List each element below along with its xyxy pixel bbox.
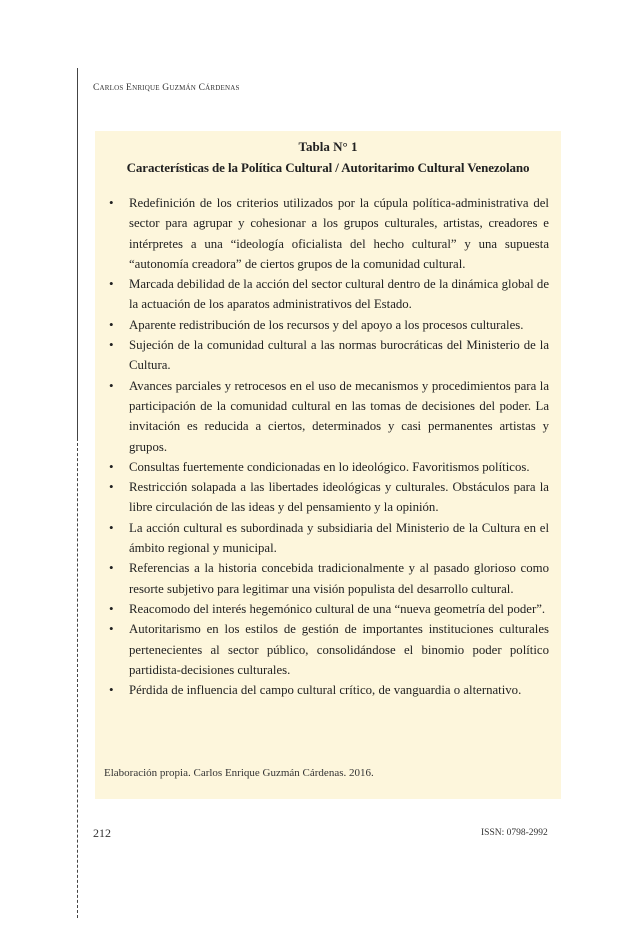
list-item-text: Redefinición de los criterios utilizados por la cúpula política-administrativa del sector para agrupar y cohesionar a los grupos culturales, artistas, creadores e intérpretes a una “ideología oficialista del hecho cultural” y una supuesta “autonomía creadora” de ciertos grupos de la comunidad cultural. xyxy=(129,196,549,271)
list-item xyxy=(103,680,549,700)
characteristics-list xyxy=(95,193,549,700)
list-item xyxy=(103,376,549,457)
list-item xyxy=(103,335,549,376)
list-item-text: Consultas fuertemente condicionadas en lo ideológico. Favoritismos políticos. xyxy=(129,459,530,474)
table-number: Tabla N° 1 xyxy=(298,139,358,154)
list-item xyxy=(103,619,549,680)
list-item xyxy=(103,477,549,518)
page-number: 212 xyxy=(93,826,111,840)
list-item xyxy=(103,315,549,335)
list-item-text: Autoritarismo en los estilos de gestión de importantes instituciones culturales pertenecientes al sector público, consolidándose el binomio poder político partidista-decisiones culturales. xyxy=(129,622,549,677)
list-item-text: Avances parciales y retrocesos en el uso de mecanismos y procedimientos para la participación de la comunidad cultural en las tomas de decisiones del poder. La invitación es reducida a ciertos, determinados y casi permanentes artistas y grupos. xyxy=(129,378,549,454)
bullet-icon: • xyxy=(109,458,114,474)
list-item xyxy=(103,193,549,274)
bullet-icon: • xyxy=(109,337,114,353)
list-item xyxy=(103,599,549,619)
running-head: Carlos Enrique Guzmán Cárdenas xyxy=(93,83,240,93)
bullet-icon: • xyxy=(109,316,114,332)
bullet-icon: • xyxy=(109,479,114,495)
margin-rule-solid xyxy=(77,68,78,438)
margin-rule-dashed xyxy=(77,438,78,918)
list-item-text: Aparente redistribución de los recursos y del apoyo a los procesos culturales. xyxy=(129,317,524,332)
list-item-text: Marcada debilidad de la acción del sector cultural dentro de la dinámica global de la actuación de los aparatos administrativos del Estado. xyxy=(129,277,549,312)
list-item-text: Referencias a la historia concebida tradicionalmente y al pasado glorioso como resorte subjetivo para legitimar una visión populista del desarrollo cultural. xyxy=(129,561,549,596)
list-item-text: Sujeción de la comunidad cultural a las normas burocráticas del Ministerio de la Cultura. xyxy=(129,338,549,373)
bullet-icon: • xyxy=(109,560,114,576)
list-item xyxy=(103,558,549,599)
issn: ISSN: 0798-2992 xyxy=(481,828,548,838)
list-item-text: La acción cultural es subordinada y subsidiaria del Ministerio de la Cultura en el ámbito regional y municipal. xyxy=(129,520,549,556)
list-item xyxy=(103,457,549,477)
list-item xyxy=(103,274,549,315)
bullet-icon: • xyxy=(109,600,114,616)
table-box xyxy=(95,131,561,799)
table-source-text: Elaboración propia. Carlos Enrique Guzmán Cárdenas. 2016. xyxy=(104,767,374,779)
bullet-icon: • xyxy=(109,276,114,292)
bullet-icon: • xyxy=(109,377,114,393)
list-item-text: Restricción solapada a las libertades ideológicas y culturales. Obstáculos para la libre circulación de las ideas y del pensamiento y la opinión. xyxy=(129,480,549,515)
bullet-icon: • xyxy=(109,621,114,637)
bullet-icon: • xyxy=(109,682,114,698)
table-title: Características de la Política Cultural / Autoritarimo Cultural Venezolano xyxy=(126,160,530,175)
bullet-icon: • xyxy=(109,519,114,535)
list-item-text: Pérdida de influencia del campo cultural crítico, de vanguardia o alternativo. xyxy=(129,683,522,698)
list-item-text: Reacomodo del interés hegemónico cultural de una “nueva geometría del poder”. xyxy=(129,601,546,616)
list-item xyxy=(103,518,549,559)
bullet-icon: • xyxy=(109,195,114,210)
